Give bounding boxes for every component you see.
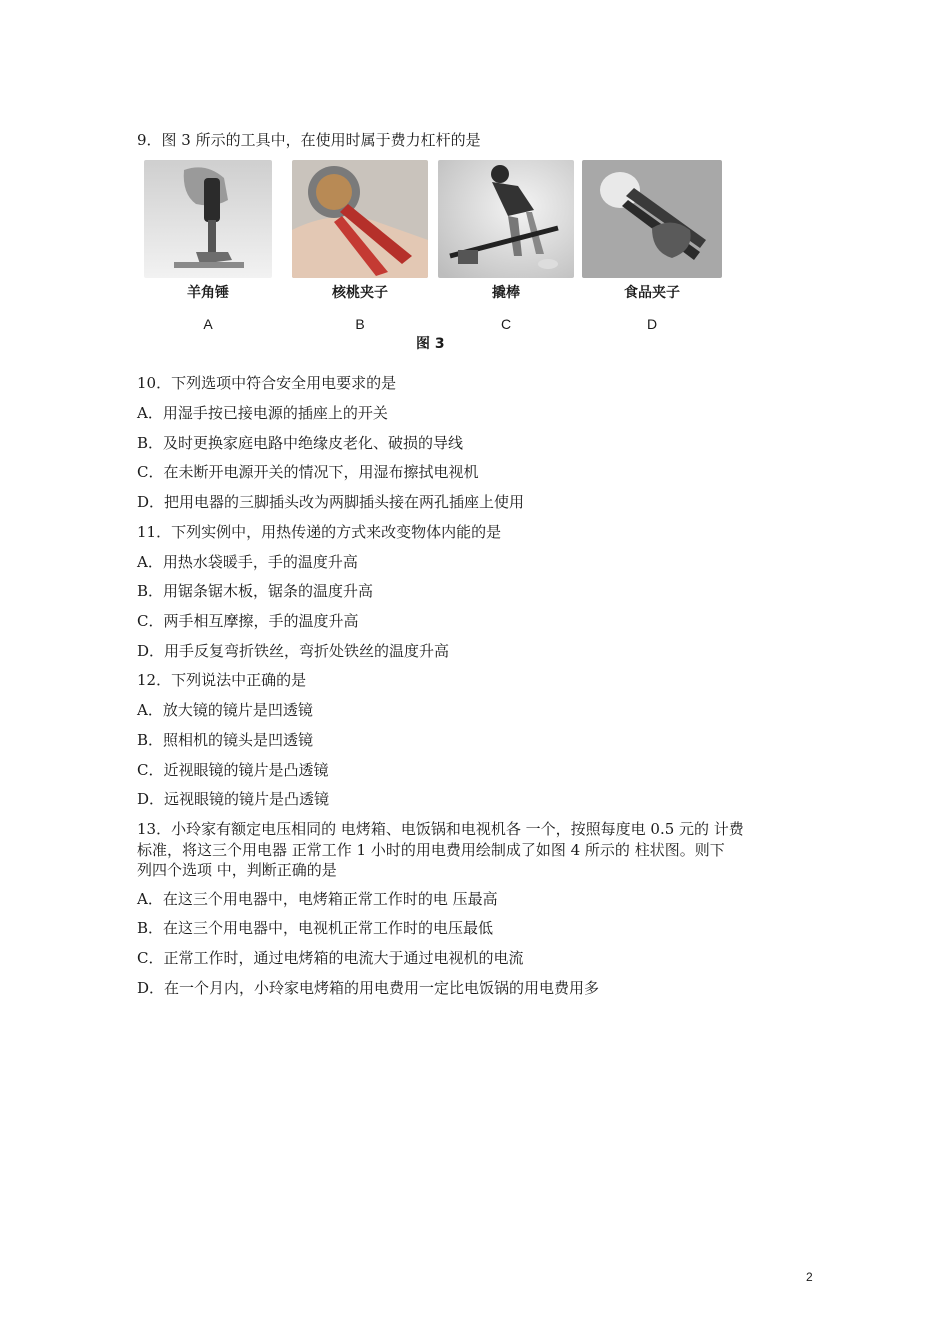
figure-letter: A [203, 316, 213, 332]
food-tongs-image [582, 160, 722, 278]
q11-option-a: A．用热水袋暖手，手的温度升高 [137, 553, 358, 571]
hammer-image [144, 160, 272, 278]
q10-option-d: D．把用电器的三脚插头改为两脚插头接在两孔插座上使用 [137, 493, 525, 511]
q12-option-d: D．远视眼镜的镜片是凸透镜 [137, 790, 330, 808]
q10-stem: 10．下列选项中符合安全用电要求的是 [137, 374, 397, 392]
q10-option-b: B．及时更换家庭电路中绝缘皮老化、破损的导线 [137, 434, 464, 452]
figure-item-c [438, 160, 574, 332]
q13-option-d: D．在一个月内，小玲家电烤箱的用电费用一定比电饭锅的用电费用多 [137, 979, 600, 997]
figure-letter: C [500, 316, 512, 332]
q11-option-c: C．两手相互摩擦，手的温度升高 [137, 612, 359, 630]
page-number: 2 [806, 1270, 813, 1284]
q13-stem-line3: 列四个选项 中，判断正确的是 [137, 861, 337, 879]
q13-option-b: B．在这三个用电器中，电视机正常工作时的电压最低 [137, 919, 494, 937]
q12-stem: 12．下列说法中正确的是 [137, 671, 307, 689]
q11-stem: 11．下列实例中，用热传递的方式来改变物体内能的是 [137, 523, 502, 541]
q12-option-c: C．近视眼镜的镜片是凸透镜 [137, 761, 329, 779]
q13-stem-line2: 标准，将这三个用电器 正常工作 1 小时的用电费用绘制成了如图 4 所示的 柱状图。则下 [137, 841, 725, 859]
figure-3 [140, 160, 730, 360]
q13-option-a: A．在这三个用电器中，电烤箱正常工作时的电 压最高 [137, 890, 498, 908]
figure-caption: 食品夹子 [624, 285, 680, 301]
figure-item-d [582, 160, 722, 332]
q10-option-c: C．在未断开电源开关的情况下，用湿布擦拭电视机 [137, 463, 479, 481]
crowbar-image [438, 160, 574, 278]
q13-option-c: C．正常工作时，通过电烤箱的电流大于通过电视机的电流 [137, 949, 524, 967]
q12-option-b: B．照相机的镜头是凹透镜 [137, 731, 314, 749]
figure-letter: B [355, 316, 365, 332]
figure-caption: 撬棒 [492, 285, 520, 301]
figure-letter: D [646, 316, 658, 332]
q13-stem-line1: 13．小玲家有额定电压相同的 电烤箱、电饭锅和电视机各 一个，按照每度电 0.5 元的 计费 [137, 820, 744, 838]
figure-item-a [144, 160, 272, 332]
q11-option-b: B．用锯条锯木板，锯条的温度升高 [137, 582, 374, 600]
q12-option-a: A．放大镜的镜片是凹透镜 [137, 701, 313, 719]
figure-caption: 羊角锤 [187, 285, 229, 301]
figure-caption: 核桃夹子 [332, 285, 388, 301]
figure-item-b [292, 160, 428, 332]
q10-option-a: A．用湿手按已接电源的插座上的开关 [137, 404, 388, 422]
figure-title: 图 3 [416, 336, 445, 352]
nutcracker-image [292, 160, 428, 278]
q9-stem: 9．图 3 所示的工具中，在使用时属于费力杠杆的是 [137, 131, 481, 149]
q11-option-d: D．用手反复弯折铁丝，弯折处铁丝的温度升高 [137, 642, 450, 660]
